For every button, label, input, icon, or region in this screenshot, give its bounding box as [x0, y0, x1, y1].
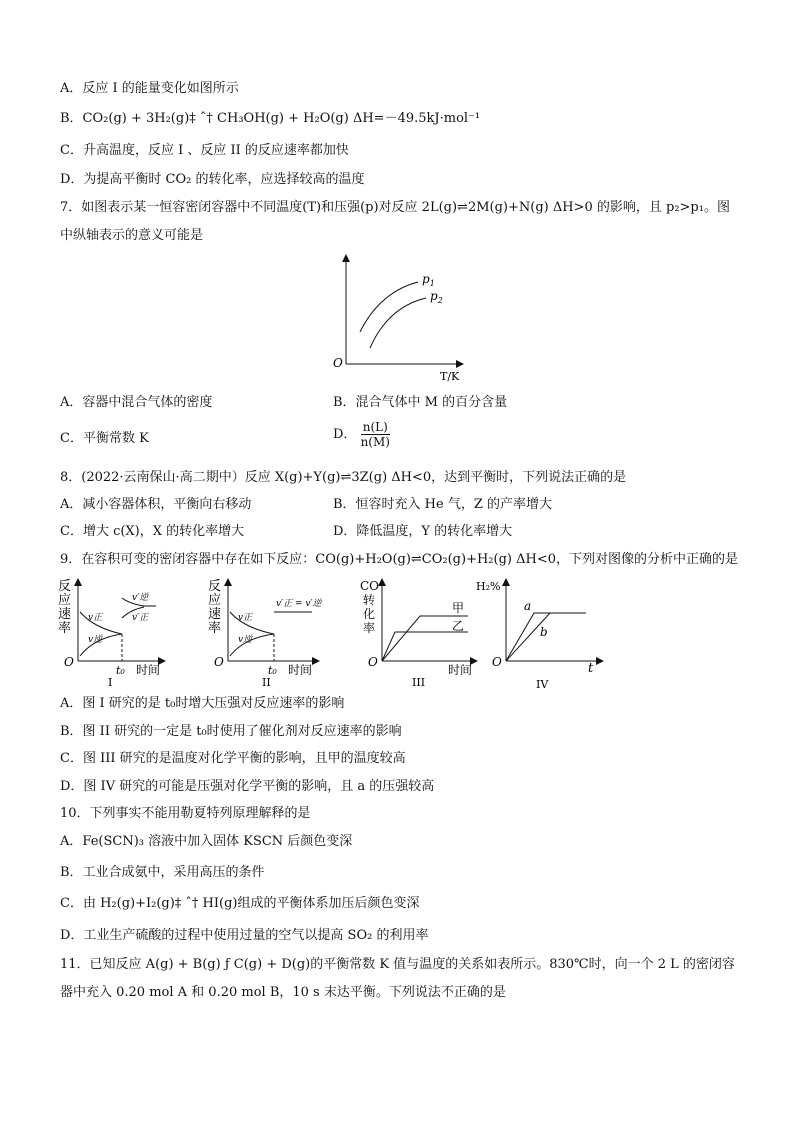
q9-option-b: B．图 II 研究的一定是 t₀时使用了催化剂对反应速率的影响: [60, 724, 402, 739]
q9-fig1-vp-ni: v′逆: [132, 593, 149, 603]
q7-label-p1: $p_1$: [422, 272, 435, 288]
q10-stem: 10．下列事实不能用勒夏特列原理解释的是: [60, 806, 311, 821]
q6-option-c: C．升高温度，反应 I 、反应 II 的反应速率都加快: [60, 143, 349, 158]
svg-text:t₀: t₀: [268, 664, 277, 677]
q9-fig4-caption: IV: [536, 678, 549, 691]
q9-option-c: C．图 III 研究的是温度对化学平衡的影响，且甲的温度较高: [60, 751, 406, 766]
svg-text:O: O: [64, 655, 74, 669]
svg-text:t: t: [588, 661, 594, 676]
svg-text:时间: 时间: [288, 663, 313, 677]
svg-text:转: 转: [363, 593, 376, 607]
q9-fig1-ylabel: [58, 579, 71, 636]
q7-figure: [330, 252, 470, 387]
q7-stem-line1: 7．如图表示某一恒容密闭容器中不同温度(T)和压强(p)对反应 2L(g)⇌2M(g)+N(g) ΔH>0 的影响，且 p₂>p₁。图: [60, 200, 730, 215]
q8-option-d: D．降低温度，Y 的转化率增大: [333, 524, 513, 539]
q9-option-d: D．图 IV 研究的可能是压强对化学平衡的影响，且 a 的压强较高: [60, 779, 435, 794]
svg-text:时间: 时间: [136, 663, 161, 677]
q9-figure-4: [476, 576, 608, 691]
svg-text:CO: CO: [360, 579, 380, 593]
svg-text:时间: 时间: [448, 663, 473, 677]
q11-stem-line2: 器中充入 0.20 mol A 和 0.20 mol B，10 s 末达平衡。下列说法不正确的是: [60, 985, 506, 1000]
q9-fig2-caption: II: [262, 676, 271, 689]
q6-option-b: B．CO₂(g) + 3H₂(g)‡ ˆ† CH₃OH(g) + H₂O(g) ΔH=－49.5kJ·mol⁻¹: [60, 111, 481, 126]
q9-fig3-ylabel: [360, 579, 379, 635]
q7-option-c: C．平衡常数 K: [60, 431, 149, 446]
q9-fig3-jia: 甲: [452, 601, 465, 615]
q10-option-c: C．由 H₂(g)+I₂(g)‡ ˆ† HI(g)组成的平衡体系加压后颜色变深: [60, 896, 420, 911]
q10-option-b: B．工业合成氨中，采用高压的条件: [60, 865, 265, 880]
svg-text:O: O: [368, 655, 378, 669]
q7-stem-line2: 中纵轴表示的意义可能是: [60, 228, 204, 243]
q9-figure-3: [360, 576, 480, 688]
q10-option-a: A．Fe(SCN)₃ 溶液中加入固体 KSCN 后颜色变深: [60, 834, 353, 849]
q8-option-b: B．恒容时充入 He 气，Z 的产率增大: [333, 497, 553, 512]
q9-fig3-caption: III: [412, 676, 426, 689]
svg-text:反: 反: [208, 579, 222, 594]
q7-option-d-fraction: $\frac{n(L)}{n(M)}$: [360, 420, 390, 449]
q9-fig4-b: b: [540, 625, 548, 639]
svg-text:O: O: [492, 655, 502, 669]
q9-option-a: A．图 I 研究的是 t₀时增大压强对反应速率的影响: [60, 696, 345, 711]
q6-option-a: A．反应 I 的能量变化如图所示: [60, 81, 239, 96]
svg-text:应: 应: [58, 593, 72, 608]
q9-figure-2: [208, 576, 323, 688]
q9-fig2-ylabel: [208, 579, 221, 636]
svg-text:速: 速: [58, 607, 72, 622]
svg-text:反: 反: [58, 579, 72, 594]
svg-text:率: 率: [363, 621, 376, 635]
q9-fig3-yi-line: [382, 632, 468, 661]
q9-fig3-yi: 乙: [452, 619, 465, 633]
q9-fig1-caption: I: [108, 676, 113, 689]
q7-curve-p1: [360, 282, 418, 332]
svg-text:速: 速: [208, 607, 222, 622]
q9-fig1-v-zheng: v正: [88, 613, 103, 623]
q10-option-d: D．工业生产硫酸的过程中使用过量的空气以提高 SO₂ 的利用率: [60, 928, 429, 943]
q7-xlabel: T/K: [440, 370, 460, 383]
svg-text:化: 化: [363, 607, 376, 621]
q7-origin: O: [333, 356, 343, 370]
q9-figure-1: [58, 576, 168, 688]
q11-stem-line1: 11．已知反应 A(g) + B(g) ƒ C(g) + D(g)的平衡常数 K 值与温度的关系如表所示。830℃时，向一个 2 L 的密闭容: [60, 957, 735, 972]
svg-text:O: O: [214, 655, 224, 669]
q9-fig1-vp-zheng: v′正: [132, 613, 149, 623]
svg-text:v正: v正: [238, 613, 253, 623]
q9-fig4-a: a: [524, 599, 532, 613]
q9-stem: 9．在容积可变的密闭容器中存在如下反应：CO(g)+H₂O(g)⇌CO₂(g)+H₂(g) ΔH<0，下列对图像的分析中正确的是: [60, 552, 739, 567]
q9-fig2-vp-eq: v′正 = v′逆: [276, 599, 322, 609]
q8-stem: 8．(2022·云南保山·高二期中）反应 X(g)+Y(g)⇌3Z(g) ΔH<0，达到平衡时，下列说法正确的是: [60, 470, 627, 485]
q9-fig1-v-ni: v逆: [88, 635, 103, 645]
q7-option-d: D． $\frac{n(L)}{n(M)}$: [333, 420, 390, 449]
q7-label-p2: $p_2$: [430, 289, 443, 305]
svg-text:率: 率: [58, 621, 72, 636]
svg-text:率: 率: [208, 621, 222, 636]
svg-text:应: 应: [208, 593, 222, 608]
q7-option-b: B．混合气体中 M 的百分含量: [333, 395, 508, 410]
q6-option-d: D．为提高平衡时 CO₂ 的转化率，应选择较高的温度: [60, 172, 365, 187]
svg-text:t₀: t₀: [116, 664, 125, 677]
svg-text:v逆: v逆: [238, 635, 253, 645]
q8-option-a: A．减小容器体积，平衡向右移动: [60, 497, 252, 512]
q8-option-c: C．增大 c(X)，X 的转化率增大: [60, 524, 245, 539]
q7-option-a: A．容器中混合气体的密度: [60, 395, 213, 410]
q9-fig4-ylabel: H₂%: [476, 580, 501, 593]
